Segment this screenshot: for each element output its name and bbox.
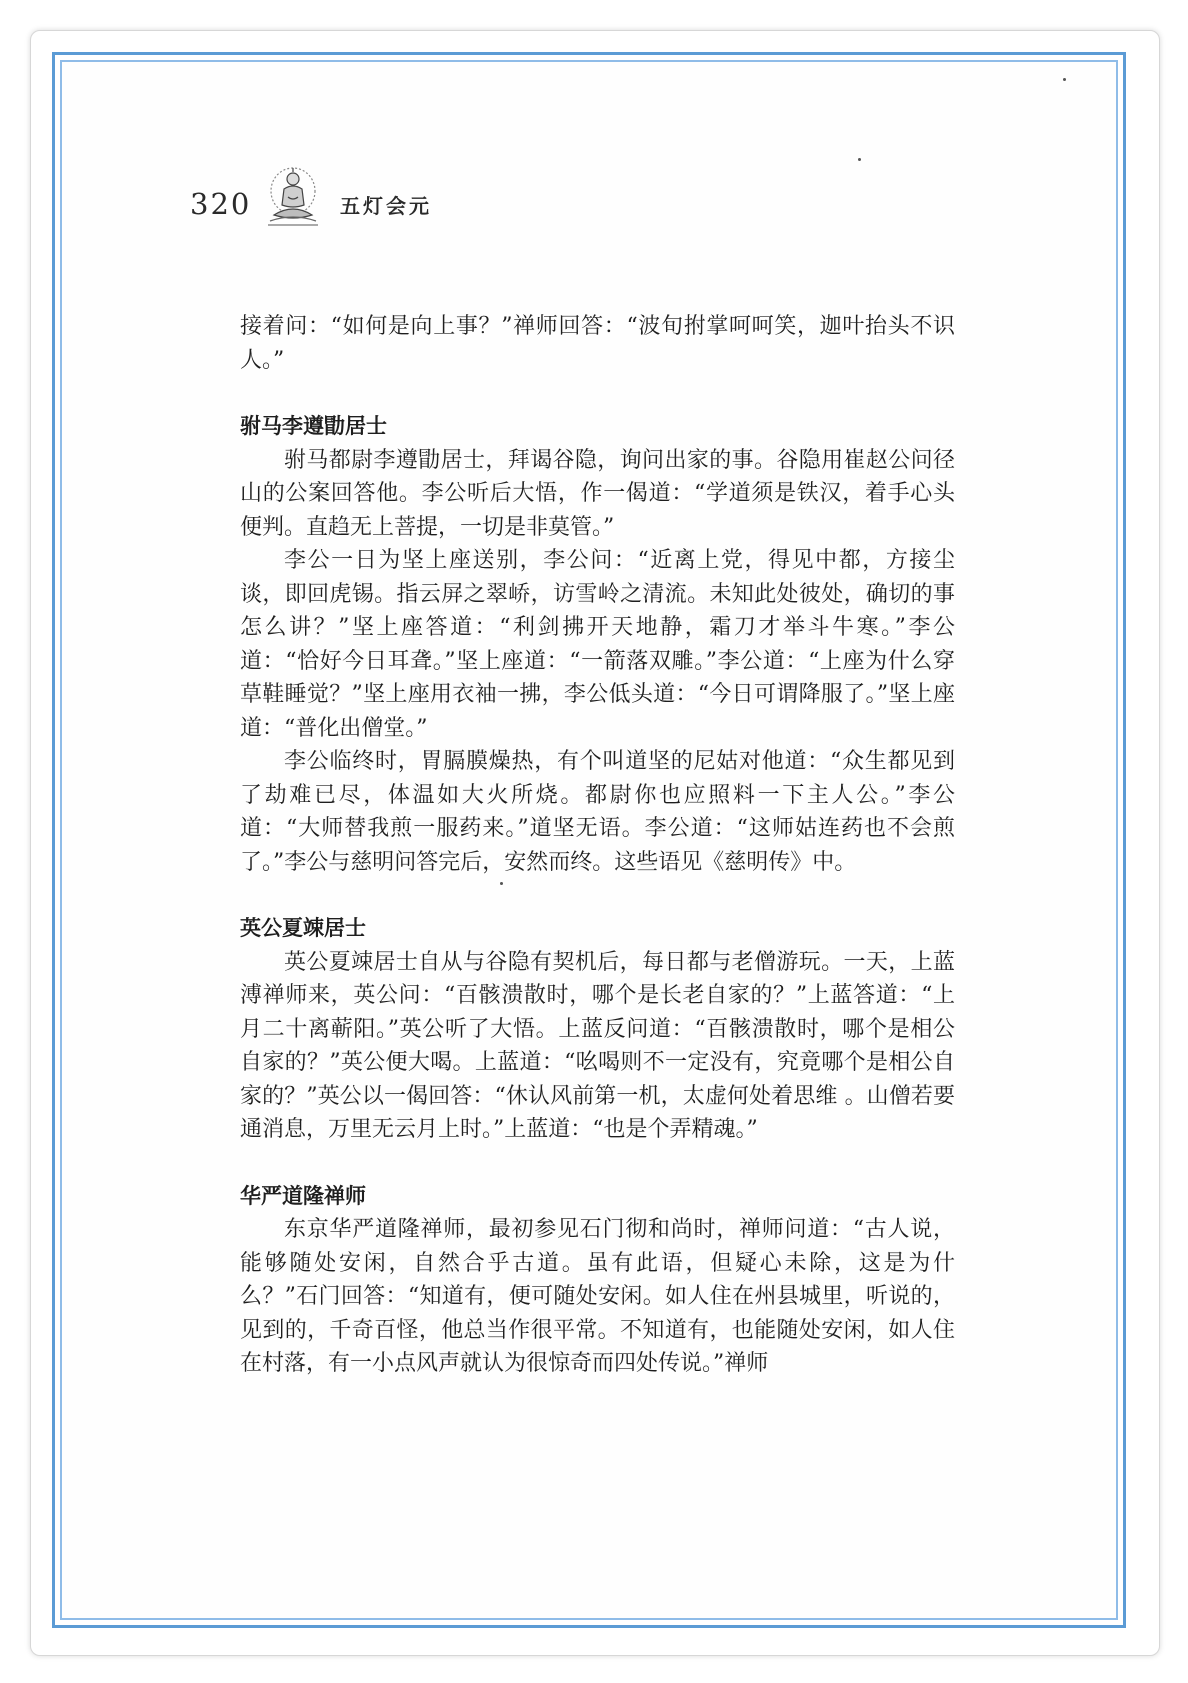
- paragraph: 东京华严道隆禅师，最初参见石门彻和尚时，禅师问道：“古人说，能够随处安闲，自然合乎古道。虽有此语，但疑心未除，这是为什么？”石门回答：“知道有，便可随处安闲。如人住在州县城里，听说的，见到的，千奇百怪，他总当作很平常。不知道有，也能随处安闲，如人住在村落，有一小点风声就认为很惊奇而四处传说。”禅师: [240, 1217, 955, 1376]
- book-title: 五灯会元: [340, 194, 432, 218]
- page-number: 320: [190, 187, 252, 221]
- scan-speck: [1063, 78, 1066, 81]
- seated-buddha-icon: [260, 165, 326, 227]
- paragraph: 李公临终时，胃膈膜燥热，有个叫道坚的尼姑对他道：“众生都见到了劫难已尽，体温如大火所烧。都尉你也应照料一下主人公。”李公道：“大师替我煎一服药来。”道坚无语。李公道：“这师姑连药也不会煎了。”李公与慈明问答完后，安然而终。这些语见《慈明传》中。: [240, 749, 955, 875]
- paragraph: 李公一日为坚上座送别，李公问：“近离上党，得见中都，方接尘谈，即回虎锡。指云屏之翠峤，访雪岭之清流。未知此处彼处，确切的事怎么讲？”坚上座答道：“利剑拂开天地静，霜刀才举斗牛寒。”李公道：“恰好今日耳聋。”坚上座道：“一箭落双雕。”李公道：“上座为什么穿草鞋睡觉？”坚上座用衣袖一拂，李公低头道：“今日可谓降服了。”坚上座道：“普化出僧堂。”: [240, 548, 955, 741]
- page-body: [240, 310, 955, 1381]
- section-title: 驸马李遵勖居士: [240, 414, 387, 438]
- page-header: [190, 165, 690, 235]
- section-title: 华严道隆禅师: [240, 1183, 366, 1208]
- intro-paragraph: 接着问：“如何是向上事？”禅师回答：“波旬拊掌呵呵笑，迦叶抬头不识人。”: [240, 314, 955, 373]
- section-title: 英公夏竦居士: [240, 916, 366, 940]
- scan-speck: [858, 158, 861, 161]
- paragraph: 驸马都尉李遵勖居士，拜谒谷隐，询问出家的事。谷隐用崔赵公问径山的公案回答他。李公听后大悟，作一偈道：“学道须是铁汉，着手心头便判。直趋无上菩提，一切是非莫管。”: [240, 447, 955, 540]
- paragraph: 英公夏竦居士自从与谷隐有契机后，每日都与老僧游玩。一天，上蓝溥禅师来，英公问：“百骸溃散时，哪个是长老自家的？”上蓝答道：“上月二十离蕲阳。”英公听了大悟。上蓝反问道：“百骸溃散时，哪个是相公自家的？”英公便大喝。上蓝道：“吆喝则不一定没有，究竟哪个是相公自家的？”英公以一偈回答：“休认风前第一机，太虚何处着思维 。山僧若要通消息，万里无云月上时。”上蓝道：“也是个弄精魂。”: [240, 949, 955, 1142]
